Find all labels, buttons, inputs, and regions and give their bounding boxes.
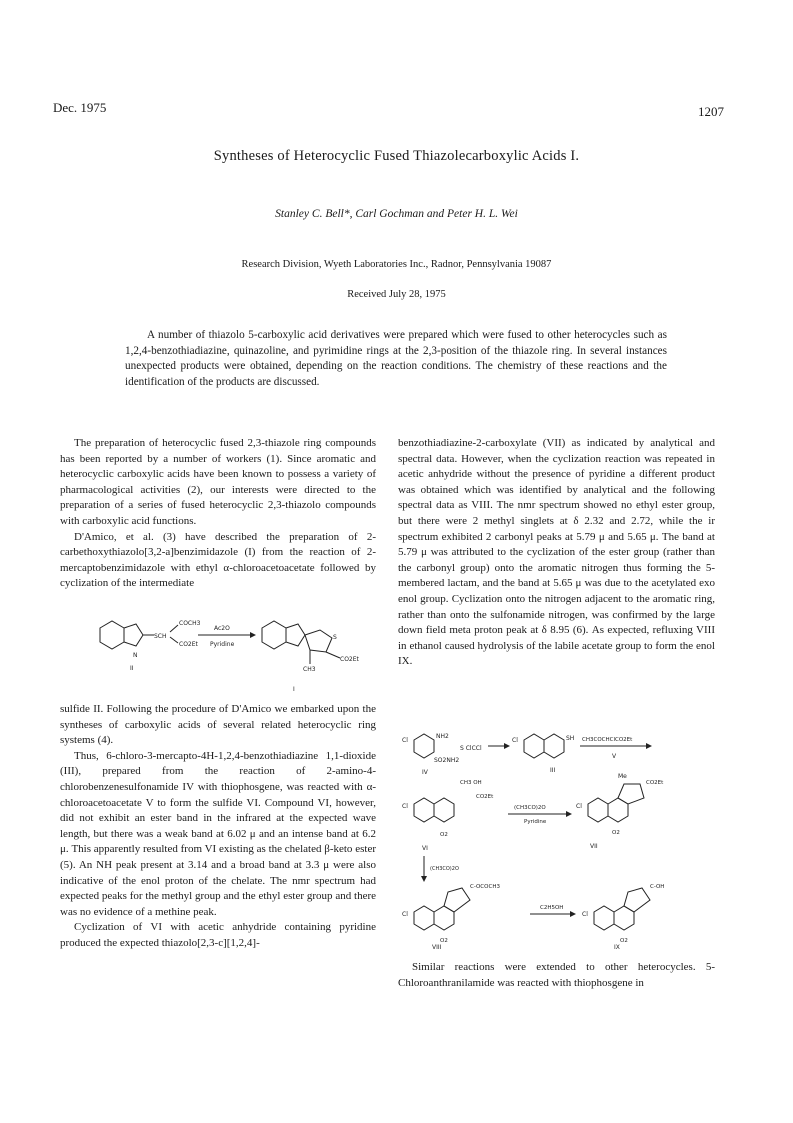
scheme1-co2et-label: CO2Et xyxy=(179,641,198,648)
scheme2-ococh3: C-OCOCH3 xyxy=(470,884,500,890)
scheme-2-diagram xyxy=(400,728,720,950)
scheme2-etoh: C2H5OH xyxy=(540,905,564,911)
scheme-1-diagram xyxy=(90,608,380,700)
benzene-ring-ii xyxy=(100,621,124,649)
scheme1-reagent-ac2o: Ac2O xyxy=(214,625,230,632)
label-compound-i: I xyxy=(293,686,295,693)
scheme2-c-oh: C-OH xyxy=(650,884,665,890)
scheme2-o2-vi: O2 xyxy=(440,832,448,838)
benzene-ring-iv xyxy=(414,734,434,758)
authors: Stanley C. Bell*, Carl Gochman and Peter H. L. Wei xyxy=(275,208,518,220)
scheme2-o2-ix: O2 xyxy=(620,938,628,944)
scheme2-nh2: NH2 xyxy=(436,733,449,740)
thiadiazine-ring-viii xyxy=(434,906,454,930)
thiazole-ring-i xyxy=(305,630,332,652)
scheme2-ch3-oh: CH3 OH xyxy=(460,780,482,786)
benzene-ring-vi xyxy=(414,798,434,822)
imidazole-ring-ii xyxy=(124,624,143,646)
label-compound-v: V xyxy=(612,753,617,760)
scheme2-cl-viii: Cl xyxy=(402,911,408,918)
scheme2-pyridine: Pyridine xyxy=(524,819,547,825)
left-paragraph-5: Cyclization of VI with acetic anhydride containing pyridine produced the expected thiazolo[2,3-c][1,2,4]- xyxy=(60,921,376,949)
scheme2-co2et-vi: CO2Et xyxy=(476,794,494,800)
right-column-top xyxy=(398,436,715,670)
lactam-ring-viii xyxy=(444,888,470,912)
left-paragraph-3: sulfide II. Following the procedure of D'Amico we embarked upon the syntheses of carboxylic acids of several related heterocyclic ring systems (4). xyxy=(60,703,376,747)
affiliation: Research Division, Wyeth Laboratories Inc., Radnor, Pennsylvania 19087 xyxy=(241,259,552,270)
thiadiazine-ring-vii xyxy=(608,798,628,822)
scheme1-s-label: S xyxy=(333,634,337,641)
benzene-ring-vii xyxy=(588,798,608,822)
label-compound-iv: IV xyxy=(422,769,428,776)
scheme2-cl-iv: Cl xyxy=(402,737,408,744)
scheme2-so2nh2: SO2NH2 xyxy=(434,757,460,764)
imidazole-ring-i xyxy=(286,624,305,646)
left-column-top xyxy=(60,436,376,592)
scheme2-o2-viii: O2 xyxy=(440,938,448,944)
label-compound-vi: VI xyxy=(422,845,428,852)
scheme2-cl-vii: Cl xyxy=(576,803,582,810)
scheme1-sch-label: SCH xyxy=(154,633,167,640)
scheme1-ch3-label: CH3 xyxy=(303,666,316,673)
left-paragraph-4: Thus, 6-chloro-3-mercapto-4H-1,2,4-benzothiadiazine 1,1-dioxide (III), prepared from the reaction of 2-amino-4-chlorobenzenesulfonamide IV with thiophosgene, was reacted with α-chloroacetoacetate V to form the sulfide VI. Compound VI, however, did not exhibit an ester band in the infrared at the expected wave length, but there was a weak band at 6.02 μ and an intense band at 6.2 μ. This apparently resulted from VI existing as the chelated β-keto ester (5). An NH peak present at 3.14 and a broad band at 3.3 μ were also indicative of the enol proton of the chelate. The nmr spectrum had expected peaks for the methyl group and the ethyl ester group and there was no evidence of a methine peak. xyxy=(60,749,376,918)
label-compound-viii: VIII xyxy=(432,944,442,950)
scheme2-sh: SH xyxy=(566,735,575,742)
thiadiazine-ring-vi xyxy=(434,798,454,822)
received-date: Received July 28, 1975 xyxy=(347,289,446,300)
label-compound-vii: VII xyxy=(590,843,598,850)
abstract: A number of thiazolo 5-carboxylic acid derivatives were prepared which were fused to other heterocycles such as 1,2,4-benzothiadiazine, quinazoline, and pyrimidine rings at the 2,3-position of the thiazole ring. In several instances unexpected products were obtained, depending on the reaction conditions. The chemistry of these reactions and the identification of the products are discussed. xyxy=(125,329,667,388)
scheme2-co2et-vii: CO2Et xyxy=(646,780,664,786)
scheme1-nh-label: N xyxy=(133,652,138,659)
left-column-bottom xyxy=(60,702,376,952)
lactam-ring-ix xyxy=(624,888,650,912)
scheme2-me: Me xyxy=(618,773,627,780)
scheme1-co2et-product: CO2Et xyxy=(340,656,359,663)
label-compound-ii: II xyxy=(130,665,134,672)
label-compound-iii: III xyxy=(550,767,556,774)
scheme2-o2-vii: O2 xyxy=(612,830,620,836)
scheme1-reagent-pyridine: Pyridine xyxy=(210,641,235,648)
thiadiazine-ring-ix xyxy=(614,906,634,930)
page-number: 1207 xyxy=(698,104,724,119)
scheme1-coch3-label: COCH3 xyxy=(179,620,201,627)
scheme2-ac2o-down: (CH3CO)2O xyxy=(430,866,459,872)
scheme2-cl-iii: Cl xyxy=(512,737,518,744)
right-column-bottom xyxy=(398,960,715,991)
scheme2-thiophosgene: S ClCCl xyxy=(460,745,482,752)
scheme2-reagent-v: CH3COCHClCO2Et xyxy=(582,737,633,743)
benzene-ring-i xyxy=(262,621,286,649)
left-paragraph-2: D'Amico, et al. (3) have described the preparation of 2-carbethoxythiazolo[3,2-a]benzimidazole (I) from the reaction of 2-mercaptobenzimidazole with ethyl α-chloroacetoacetate followed by cyclization of the intermediate xyxy=(60,530,376,590)
label-compound-ix: IX xyxy=(614,944,620,950)
benzene-ring-viii xyxy=(414,906,434,930)
running-date: Dec. 1975 xyxy=(53,100,107,115)
paper-title: Syntheses of Heterocyclic Fused Thiazolecarboxylic Acids I. xyxy=(213,148,580,164)
right-paragraph-2: Similar reactions were extended to other heterocycles. 5-Chloroanthranilamide was reacted with thiophosgene in xyxy=(398,961,715,989)
scheme2-cl-ix: Cl xyxy=(582,911,588,918)
thiazole-ring-vii xyxy=(618,784,644,804)
right-paragraph-1: benzothiadiazine-2-carboxylate (VII) as indicated by analytical and spectral data. However, when the cyclization reaction was repeated in acetic anhydride without the presence of pyridine a different product was obtained which was identified by analytical and the following spectral data as VIII. The nmr spectrum showed no ethyl ester group, but there were 2 methyl singlets at δ 2.32 and 2.72, while the ir spectrum exhibited 2 carbonyl peaks at 5.79 μ and 5.65 μ. The band at 5.79 μ was attributed to the cyclization of the ester group (rather than the carbonyl group) onto the aromatic nitrogen thus forming the 5-membered lactam, and the band at 5.65 μ was due to the acetylated exo enol group. Cyclization onto the nitrogen adjacent to the aromatic ring, rather than onto the sulfonamide nitrogen, was confirmed by the large down field meta proton peak at δ 8.95 (6). As expected, refluxing VIII in ethanol caused hydrolysis of the labile acetate group to form the enol IX. xyxy=(398,437,715,668)
scheme2-cl-vi: Cl xyxy=(402,803,408,810)
benzene-ring-iii xyxy=(524,734,544,758)
benzene-ring-ix xyxy=(594,906,614,930)
left-paragraph-1: The preparation of heterocyclic fused 2,3-thiazole ring compounds has been reported by a number of workers (1). Since aromatic and heterocyclic carboxylic acids have been known to possess a variety of pharmacological activities (2), our interests were directed to the preparation of a series of fused heterocyclic 2,3-thiazolo compounds with carboxylic acid functions. xyxy=(60,437,376,527)
thiadiazine-ring-iii xyxy=(544,734,564,758)
scheme2-ac2o-top: (CH3CO)2O xyxy=(514,805,546,811)
